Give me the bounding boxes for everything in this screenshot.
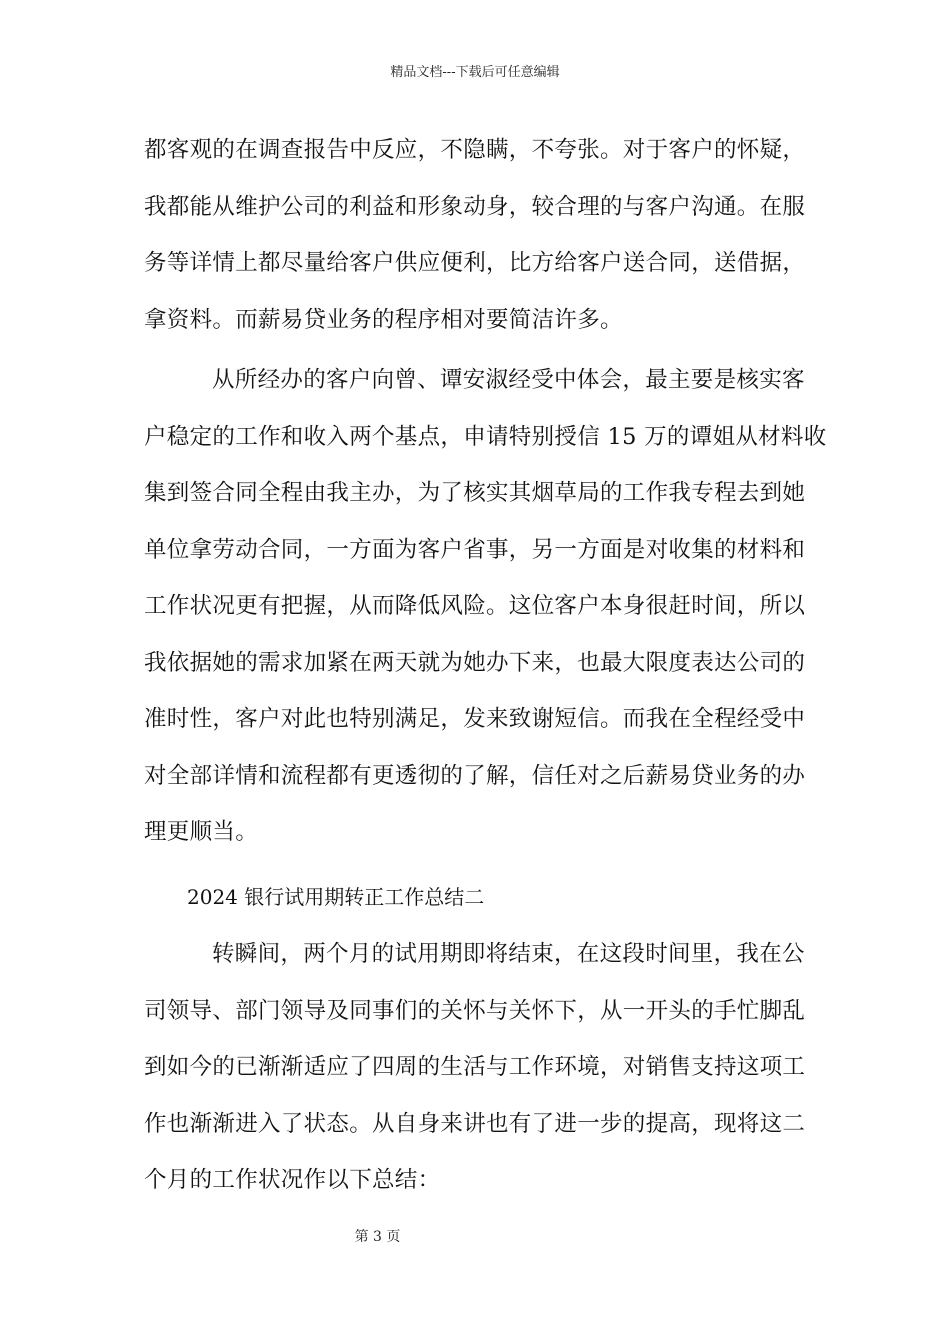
paragraph-line: 我都能从维护公司的利益和形象动身，较合理的与客户沟通。在服 [144, 193, 806, 220]
paragraph-line: 都客观的在调查报告中反应，不隐瞒，不夸张。对于客户的怀疑， [144, 137, 806, 163]
paragraph-line: 从所经办的客户向曾、谭安淑经受中体会，最主要是核实客 [212, 367, 805, 393]
paragraph-line: 准时性，客户对此也特别满足，发来致谢短信。而我在全程经受中 [144, 706, 806, 732]
paragraph-line: 集到签合同全程由我主办，为了核实其烟草局的工作我专程去到她 [144, 480, 806, 506]
paragraph-line: 作也渐渐进入了状态。从自身来讲也有了进一步的提高，现将这二 [144, 1110, 806, 1137]
paragraph-summary-intro [144, 926, 814, 1209]
paragraph-line: 单位拿劳动合同，一方面为客户省事，另一方面是对收集的材料和 [144, 536, 806, 563]
paragraph-experience [144, 352, 827, 861]
paragraph-line: 理更顺当。 [144, 819, 259, 845]
paragraph-line: 工作状况更有把握，从而降低风险。这位客户本身很赶时间，所以 [144, 593, 806, 619]
paragraph-line: 拿资料。而薪易贷业务的程序相对要简洁许多。 [144, 306, 623, 333]
paragraph-continuation [144, 122, 814, 348]
paragraph-line: 我依据她的需求加紧在两天就为她办下来，也最大限度表达公司的 [144, 649, 806, 676]
paragraph-line: 司领导、部门领导及同事们的关怀与关怀下，从一开头的手忙脚乱 [144, 997, 806, 1024]
paragraph-line: 转瞬间，两个月的试用期即将结束，在这段时间里，我在公 [212, 941, 805, 967]
page-header: 精品文档---下载后可任意编辑 [390, 65, 560, 80]
paragraph-line: 务等详情上都尽量给客户供应便利，比方给客户送合同，送借据， [144, 250, 806, 276]
paragraph-line: 到如今的已渐渐适应了四周的生活与工作环境，对销售支持这项工 [144, 1054, 806, 1080]
section-heading: 2024 银行试用期转正工作总结二 [187, 885, 485, 909]
paragraph-line: 个月的工作状况作以下总结： [144, 1167, 441, 1193]
paragraph-line: 户稳定的工作和收入两个基点，申请特别授信 15 万的谭姐从材料收 [144, 423, 827, 450]
page-number: 第 3 页 [354, 1229, 401, 1245]
paragraph-line: 对全部详情和流程都有更透彻的了解，信任对之后薪易贷业务的办 [144, 762, 806, 789]
